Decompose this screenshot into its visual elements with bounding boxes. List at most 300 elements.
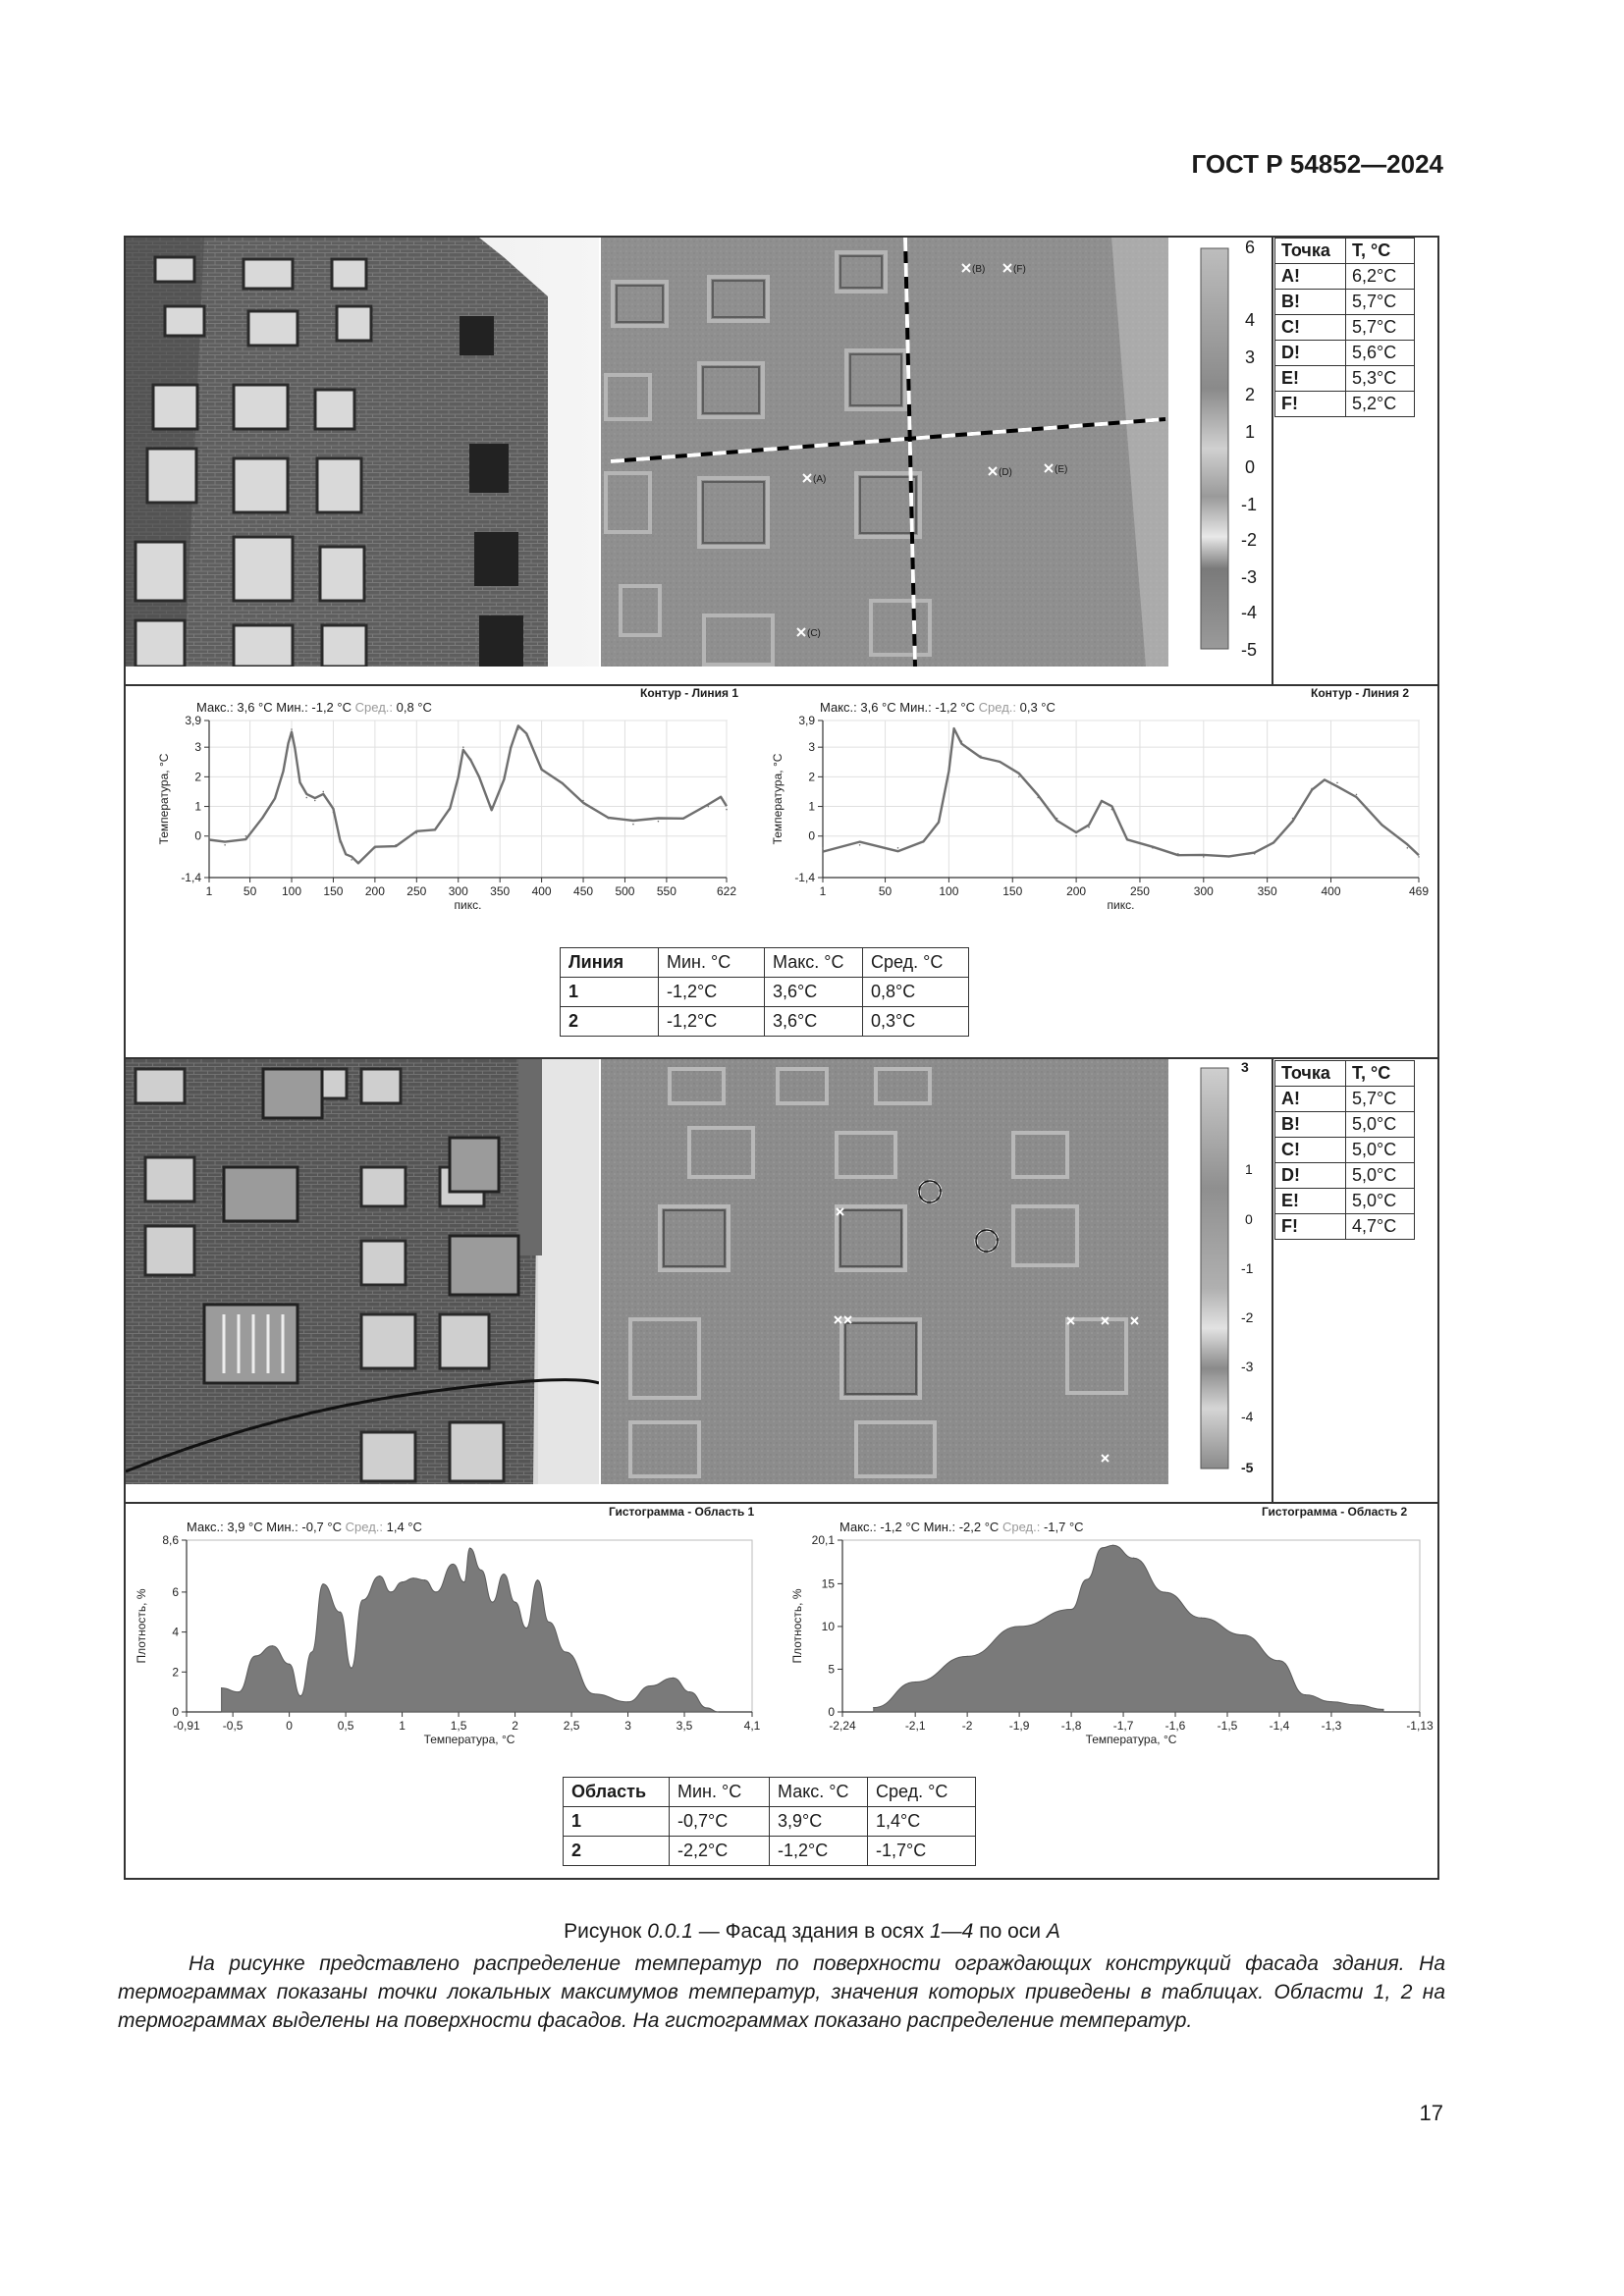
table-cell: 5,0°C xyxy=(1346,1138,1415,1163)
table-cell: 5,6°C xyxy=(1346,341,1415,366)
table-cell: F! xyxy=(1275,392,1346,417)
data-point xyxy=(262,818,264,820)
histogram-chart-2 xyxy=(776,1528,1434,1764)
stat-min: Мин.: -1,2 °C xyxy=(899,700,975,715)
data-point xyxy=(1112,1545,1113,1546)
facade-photo-bottom xyxy=(126,1059,599,1484)
data-point xyxy=(608,818,610,820)
data-point xyxy=(961,740,963,742)
data-point xyxy=(673,1678,674,1679)
data-point xyxy=(1101,800,1103,802)
data-point xyxy=(873,1707,874,1708)
data-point xyxy=(923,841,925,843)
x-tick-label: -1,8 xyxy=(1060,1719,1082,1733)
x-tick-label: 0,5 xyxy=(337,1719,354,1733)
data-point xyxy=(1037,797,1039,799)
colorbar-tick: 1 xyxy=(1245,422,1256,442)
data-point xyxy=(224,844,226,846)
y-tick-label: 3,9 xyxy=(798,714,815,727)
table-cell: 0,8°C xyxy=(863,978,969,1007)
data-point xyxy=(517,728,519,730)
data-point xyxy=(1311,788,1313,790)
y-tick-label: 4 xyxy=(172,1625,179,1639)
data-point xyxy=(412,1577,413,1578)
y-tick-label: 10 xyxy=(821,1619,835,1633)
data-point xyxy=(1201,1618,1202,1619)
data-point xyxy=(288,743,290,745)
table-cell: 3,6°C xyxy=(765,1007,863,1037)
x-tick-label: 0 xyxy=(286,1719,293,1733)
stat-avg-label: Сред.: xyxy=(978,700,1016,715)
colorbar-tick: 6 xyxy=(1245,238,1256,257)
stat-avg: 0,8 °C xyxy=(396,700,432,715)
data-point xyxy=(322,791,324,793)
x-tick-label: 50 xyxy=(878,884,893,898)
data-point xyxy=(1177,853,1179,855)
data-point xyxy=(492,1601,493,1602)
data-point xyxy=(562,782,564,784)
x-tick-label: -0,5 xyxy=(222,1719,244,1733)
facade-photo-top xyxy=(126,238,599,667)
data-point xyxy=(491,806,493,808)
x-tick-label: 1 xyxy=(399,1719,406,1733)
data-point xyxy=(566,1651,567,1652)
line-chart-1 xyxy=(133,709,741,934)
table-cell: F! xyxy=(1275,1214,1346,1240)
data-point xyxy=(682,818,684,820)
x-tick-label: 300 xyxy=(448,884,468,898)
data-point xyxy=(458,776,460,778)
x-axis-label: пикс. xyxy=(454,898,482,912)
x-tick-label: 1,5 xyxy=(450,1719,467,1733)
data-point xyxy=(238,1691,239,1692)
y-axis-label: Температура, °C xyxy=(771,753,785,845)
table-cell: B! xyxy=(1275,1112,1346,1138)
data-point xyxy=(424,1579,425,1580)
table-cell: 4,7°C xyxy=(1346,1214,1415,1240)
x-tick-label: -2,24 xyxy=(829,1719,856,1733)
data-point xyxy=(1228,856,1230,858)
table-cell: 6,2°C xyxy=(1346,264,1415,290)
y-tick-label: 3,9 xyxy=(185,714,201,727)
data-point xyxy=(463,1581,464,1582)
plot-area xyxy=(823,721,1419,878)
data-point xyxy=(351,1668,352,1669)
y-tick-label: 0 xyxy=(828,1705,835,1719)
data-point xyxy=(720,797,722,799)
y-tick-label: 2 xyxy=(194,770,201,784)
table-header: Мин. °C xyxy=(659,948,765,978)
data-point xyxy=(362,1599,363,1600)
colorbar-top xyxy=(1170,238,1269,667)
figure-caption xyxy=(0,1920,1624,1944)
x-tick-label: 100 xyxy=(939,884,959,898)
density-area xyxy=(874,1545,1383,1712)
data-point xyxy=(283,771,285,773)
table-header: Линия xyxy=(561,948,659,978)
data-point xyxy=(897,847,899,849)
caption-axes: 1—4 xyxy=(930,1920,974,1943)
y-axis-label: Плотность, % xyxy=(135,1588,148,1664)
x-tick-label: 469 xyxy=(1408,884,1430,898)
line-chart-2 xyxy=(746,709,1434,934)
colorbar-tick: -3 xyxy=(1241,567,1258,587)
areas-table xyxy=(563,1777,976,1866)
x-tick-label: 350 xyxy=(1257,884,1277,898)
x-tick-label: -1,7 xyxy=(1112,1719,1134,1733)
points-table-top xyxy=(1274,238,1415,417)
data-point xyxy=(1254,853,1256,855)
table-cell: 3,6°C xyxy=(765,978,863,1007)
y-tick-label: 20,1 xyxy=(811,1533,835,1547)
colorbar-tick: -1 xyxy=(1241,495,1258,514)
data-point xyxy=(726,809,728,811)
x-tick-label: 400 xyxy=(1321,884,1341,898)
x-tick-label: 150 xyxy=(323,884,344,898)
table-cell: D! xyxy=(1275,1163,1346,1189)
data-point xyxy=(708,806,710,808)
table-header: Область xyxy=(564,1778,670,1807)
caption-text-2: по оси xyxy=(973,1920,1047,1943)
x-tick-label: 400 xyxy=(531,884,552,898)
table-header: Макс. °C xyxy=(770,1778,868,1807)
data-point xyxy=(1075,835,1077,837)
data-point xyxy=(632,824,634,826)
colorbar-tick: -5 xyxy=(1241,640,1258,660)
data-point xyxy=(514,1601,515,1602)
point-label-e: (E) xyxy=(1055,464,1068,475)
series-line xyxy=(209,725,727,863)
stat-max: Макс.: -1,2 °C xyxy=(839,1520,920,1534)
table-cell: 5,0°C xyxy=(1346,1163,1415,1189)
data-point xyxy=(374,847,376,849)
data-point xyxy=(295,746,297,748)
data-point xyxy=(650,1685,651,1686)
x-tick-label: 450 xyxy=(573,884,594,898)
data-point xyxy=(948,771,950,773)
table-cell: A! xyxy=(1275,264,1346,290)
data-point xyxy=(1126,838,1128,840)
data-point xyxy=(390,1591,391,1592)
caption-axis: А xyxy=(1046,1920,1060,1943)
table-cell: 2 xyxy=(564,1837,670,1866)
table-cell: 3,9°C xyxy=(770,1807,868,1837)
data-point xyxy=(541,768,543,770)
data-point xyxy=(395,844,397,846)
x-tick-label: 200 xyxy=(1066,884,1087,898)
colorbar-tick: -3 xyxy=(1241,1359,1254,1374)
stat-avg: 0,3 °C xyxy=(1019,700,1056,715)
chart-title-line-1: Контур - Линия 1 xyxy=(640,686,739,700)
stat-avg-label: Сред.: xyxy=(345,1520,383,1534)
data-point xyxy=(1088,827,1090,828)
point-label-b: (B) xyxy=(972,264,986,275)
data-point xyxy=(548,1622,549,1623)
paragraph-text: На рисунке представлено распределение температур по поверхности ограждающих конструкций фасада здания. На термограммах показаны точки локальных максимумов температур, значения которых приведены в таблицах. Области 1, 2 на термограммах выделены на поверхности фасадов. На гистограммах показано распределение температур. xyxy=(118,1952,1445,2032)
colorbar-tick: 3 xyxy=(1241,1059,1249,1075)
colorbar-tick: 2 xyxy=(1245,385,1256,404)
stat-min: Мин.: -0,7 °C xyxy=(266,1520,342,1534)
table-header: Точка xyxy=(1275,239,1346,264)
data-point xyxy=(208,835,210,837)
data-point xyxy=(274,797,276,799)
stat-avg: 1,4 °C xyxy=(386,1520,422,1534)
data-point xyxy=(416,832,418,834)
data-point xyxy=(593,1693,594,1694)
data-point xyxy=(300,1695,301,1696)
table-cell: E! xyxy=(1275,1189,1346,1214)
table-cell: -2,2°C xyxy=(670,1837,770,1866)
table-cell: 5,0°C xyxy=(1346,1189,1415,1214)
x-tick-label: 550 xyxy=(656,884,677,898)
table-header: Точка xyxy=(1275,1061,1346,1087)
colorbar-tick: -1 xyxy=(1241,1260,1254,1276)
colorbar-tick: -5 xyxy=(1241,1460,1254,1475)
y-tick-label: 1 xyxy=(808,799,815,814)
caption-prefix: Рисунок xyxy=(564,1920,648,1943)
y-tick-label: 3 xyxy=(194,740,201,755)
data-point xyxy=(1356,794,1358,796)
x-tick-label: 622 xyxy=(716,884,737,898)
table-cell: 5,7°C xyxy=(1346,1087,1415,1112)
x-tick-label: 250 xyxy=(1129,884,1150,898)
point-label-a: (A) xyxy=(813,474,827,485)
x-tick-label: 4,1 xyxy=(743,1719,761,1733)
y-tick-label: 3 xyxy=(808,740,815,755)
data-point xyxy=(1330,1701,1331,1702)
data-point xyxy=(658,821,660,823)
stat-avg-label: Сред.: xyxy=(354,700,393,715)
data-point xyxy=(462,746,464,748)
data-point xyxy=(379,1575,380,1576)
table-cell: 5,7°C xyxy=(1346,315,1415,341)
data-point xyxy=(1407,847,1409,849)
data-point xyxy=(582,800,584,802)
x-tick-label: 100 xyxy=(281,884,302,898)
x-tick-label: -0,91 xyxy=(173,1719,200,1733)
y-tick-label: 2 xyxy=(172,1665,179,1680)
x-tick-label: -1,13 xyxy=(1406,1719,1434,1733)
table-header: T, °C xyxy=(1346,239,1415,264)
data-point xyxy=(478,776,480,778)
description-paragraph xyxy=(118,1949,1445,2035)
y-tick-label: 0 xyxy=(808,828,815,843)
x-tick-label: 300 xyxy=(1193,884,1214,898)
x-tick-label: -1,4 xyxy=(1269,1719,1290,1733)
data-point xyxy=(435,1591,436,1592)
data-point xyxy=(480,1570,481,1571)
data-point xyxy=(627,1701,628,1702)
y-tick-label: 1 xyxy=(194,799,201,814)
data-point xyxy=(311,1651,312,1652)
data-point xyxy=(314,800,316,802)
data-point xyxy=(289,1664,290,1665)
table-cell: -0,7°C xyxy=(670,1807,770,1837)
data-point xyxy=(221,1711,222,1712)
x-tick-label: 150 xyxy=(1002,884,1023,898)
data-point xyxy=(299,782,301,784)
table-header: Сред. °C xyxy=(868,1778,976,1807)
y-tick-label: -1,4 xyxy=(181,871,201,884)
x-tick-label: 250 xyxy=(406,884,427,898)
data-point xyxy=(503,1574,504,1575)
stat-min: Мин.: -1,2 °C xyxy=(276,700,352,715)
data-point xyxy=(953,728,955,730)
table-header: T, °C xyxy=(1346,1061,1415,1087)
colorbar-tick: -4 xyxy=(1241,603,1258,622)
x-tick-label: -1,9 xyxy=(1008,1719,1030,1733)
data-point xyxy=(434,829,436,831)
x-tick-label: 1 xyxy=(819,884,827,898)
stat-min: Мин.: -2,2 °C xyxy=(923,1520,1000,1534)
table-cell: 5,2°C xyxy=(1346,392,1415,417)
x-tick-label: 3 xyxy=(624,1719,631,1733)
stat-max: Макс.: 3,6 °C xyxy=(196,700,273,715)
data-point xyxy=(453,1564,454,1565)
x-tick-label: 500 xyxy=(615,884,635,898)
chart-title-hist-2: Гистограмма - Область 2 xyxy=(1262,1505,1408,1519)
data-point xyxy=(272,1645,273,1646)
table-cell: 1,4°C xyxy=(868,1807,976,1837)
table-cell: -1,2°C xyxy=(659,1007,765,1037)
x-tick-label: 2 xyxy=(512,1719,518,1733)
stat-max: Макс.: 3,6 °C xyxy=(820,700,896,715)
data-point xyxy=(999,761,1001,763)
caption-text: — Фасад здания в осях xyxy=(692,1920,930,1943)
data-point xyxy=(469,1548,470,1549)
y-axis-label: Плотность, % xyxy=(790,1588,804,1664)
data-point xyxy=(470,758,472,760)
table-cell: -1,2°C xyxy=(659,978,765,1007)
colorbar-tick: 0 xyxy=(1245,1211,1253,1227)
x-tick-label: -1,6 xyxy=(1164,1719,1186,1733)
density-area xyxy=(222,1548,719,1712)
data-point xyxy=(1070,1609,1071,1610)
x-tick-label: 350 xyxy=(490,884,511,898)
page-number: 17 xyxy=(1419,2101,1443,2125)
x-axis-label: Температура, °C xyxy=(1085,1733,1177,1746)
data-point xyxy=(333,812,335,814)
point-label-f: (F) xyxy=(1013,264,1026,275)
table-cell: C! xyxy=(1275,1138,1346,1163)
table-cell: 1 xyxy=(561,978,659,1007)
data-point xyxy=(1418,856,1420,858)
data-point xyxy=(1203,856,1205,858)
data-point xyxy=(340,1612,341,1613)
histogram-chart-1 xyxy=(128,1528,766,1764)
data-point xyxy=(339,841,341,843)
thermogram-top xyxy=(601,238,1168,667)
x-tick-label: 2,5 xyxy=(563,1719,580,1733)
plot-area xyxy=(209,721,727,878)
table-cell: -1,7°C xyxy=(868,1837,976,1866)
data-point xyxy=(967,1656,968,1657)
x-tick-label: 200 xyxy=(364,884,385,898)
y-tick-label: 0 xyxy=(194,828,201,843)
data-point xyxy=(1133,1558,1134,1559)
x-axis-label: Температура, °C xyxy=(423,1733,515,1746)
data-point xyxy=(1336,782,1338,784)
data-point xyxy=(1272,841,1274,843)
data-point xyxy=(1152,847,1154,849)
data-point xyxy=(718,1711,719,1712)
y-tick-label: 2 xyxy=(808,770,815,784)
point-label-c: (C) xyxy=(807,628,821,639)
colorbar-tick: 4 xyxy=(1245,310,1256,330)
x-tick-label: -1,3 xyxy=(1321,1719,1342,1733)
y-axis-label: Температура, °C xyxy=(157,753,171,845)
table-cell: C! xyxy=(1275,315,1346,341)
data-point xyxy=(1382,1709,1383,1710)
table-header: Мин. °C xyxy=(670,1778,770,1807)
data-point xyxy=(938,821,940,823)
data-point xyxy=(980,755,982,757)
data-point xyxy=(221,1687,222,1688)
data-point xyxy=(1278,1660,1279,1661)
x-tick-label: -2,1 xyxy=(904,1719,926,1733)
data-point xyxy=(305,797,307,799)
data-point xyxy=(255,1655,256,1656)
data-point xyxy=(1102,1547,1103,1548)
data-point xyxy=(345,853,347,855)
data-point xyxy=(1292,818,1294,820)
data-point xyxy=(245,835,247,837)
data-point xyxy=(1242,1634,1243,1635)
x-tick-label: -1,5 xyxy=(1217,1719,1238,1733)
chart-title-line-2: Контур - Линия 2 xyxy=(1311,686,1410,700)
colorbar-tick: -2 xyxy=(1241,530,1258,550)
chart-title-hist-1: Гистограмма - Область 1 xyxy=(609,1505,755,1519)
x-tick-label: -2 xyxy=(961,1719,973,1733)
colorbar-tick: -2 xyxy=(1241,1309,1254,1325)
table-header: Сред. °C xyxy=(863,948,969,978)
colorbar-tick: 0 xyxy=(1245,457,1256,477)
table-cell: A! xyxy=(1275,1087,1346,1112)
data-point xyxy=(1019,1626,1020,1627)
data-point xyxy=(525,1628,526,1629)
table-cell: 5,7°C xyxy=(1346,290,1415,315)
data-point xyxy=(1305,1694,1306,1695)
table-cell: 5,3°C xyxy=(1346,366,1415,392)
x-axis-label: пикс. xyxy=(1107,898,1135,912)
table-cell: 2 xyxy=(561,1007,659,1037)
table-cell: D! xyxy=(1275,341,1346,366)
data-point xyxy=(449,809,451,811)
y-tick-label: 0 xyxy=(172,1705,179,1719)
data-point xyxy=(706,1707,707,1708)
x-tick-label: 3,5 xyxy=(676,1719,693,1733)
data-point xyxy=(822,847,824,849)
y-tick-label: 15 xyxy=(821,1576,835,1591)
stat-max: Макс.: 3,9 °C xyxy=(187,1520,263,1534)
y-tick-label: 6 xyxy=(172,1584,179,1599)
lines-table xyxy=(560,947,969,1037)
table-cell: B! xyxy=(1275,290,1346,315)
colorbar-tick: 1 xyxy=(1245,1161,1253,1177)
x-tick-label: 50 xyxy=(243,884,257,898)
x-tick-label: 1 xyxy=(205,884,213,898)
data-point xyxy=(357,862,359,864)
data-point xyxy=(1324,779,1326,781)
colorbar-tick: -4 xyxy=(1241,1409,1254,1424)
data-point xyxy=(291,728,293,730)
y-tick-label: 5 xyxy=(828,1662,835,1677)
table-cell: 1 xyxy=(564,1807,670,1837)
points-table-bottom xyxy=(1274,1060,1415,1240)
colorbar-tick: 3 xyxy=(1245,347,1256,367)
data-point xyxy=(1381,824,1383,826)
data-point xyxy=(689,1691,690,1692)
